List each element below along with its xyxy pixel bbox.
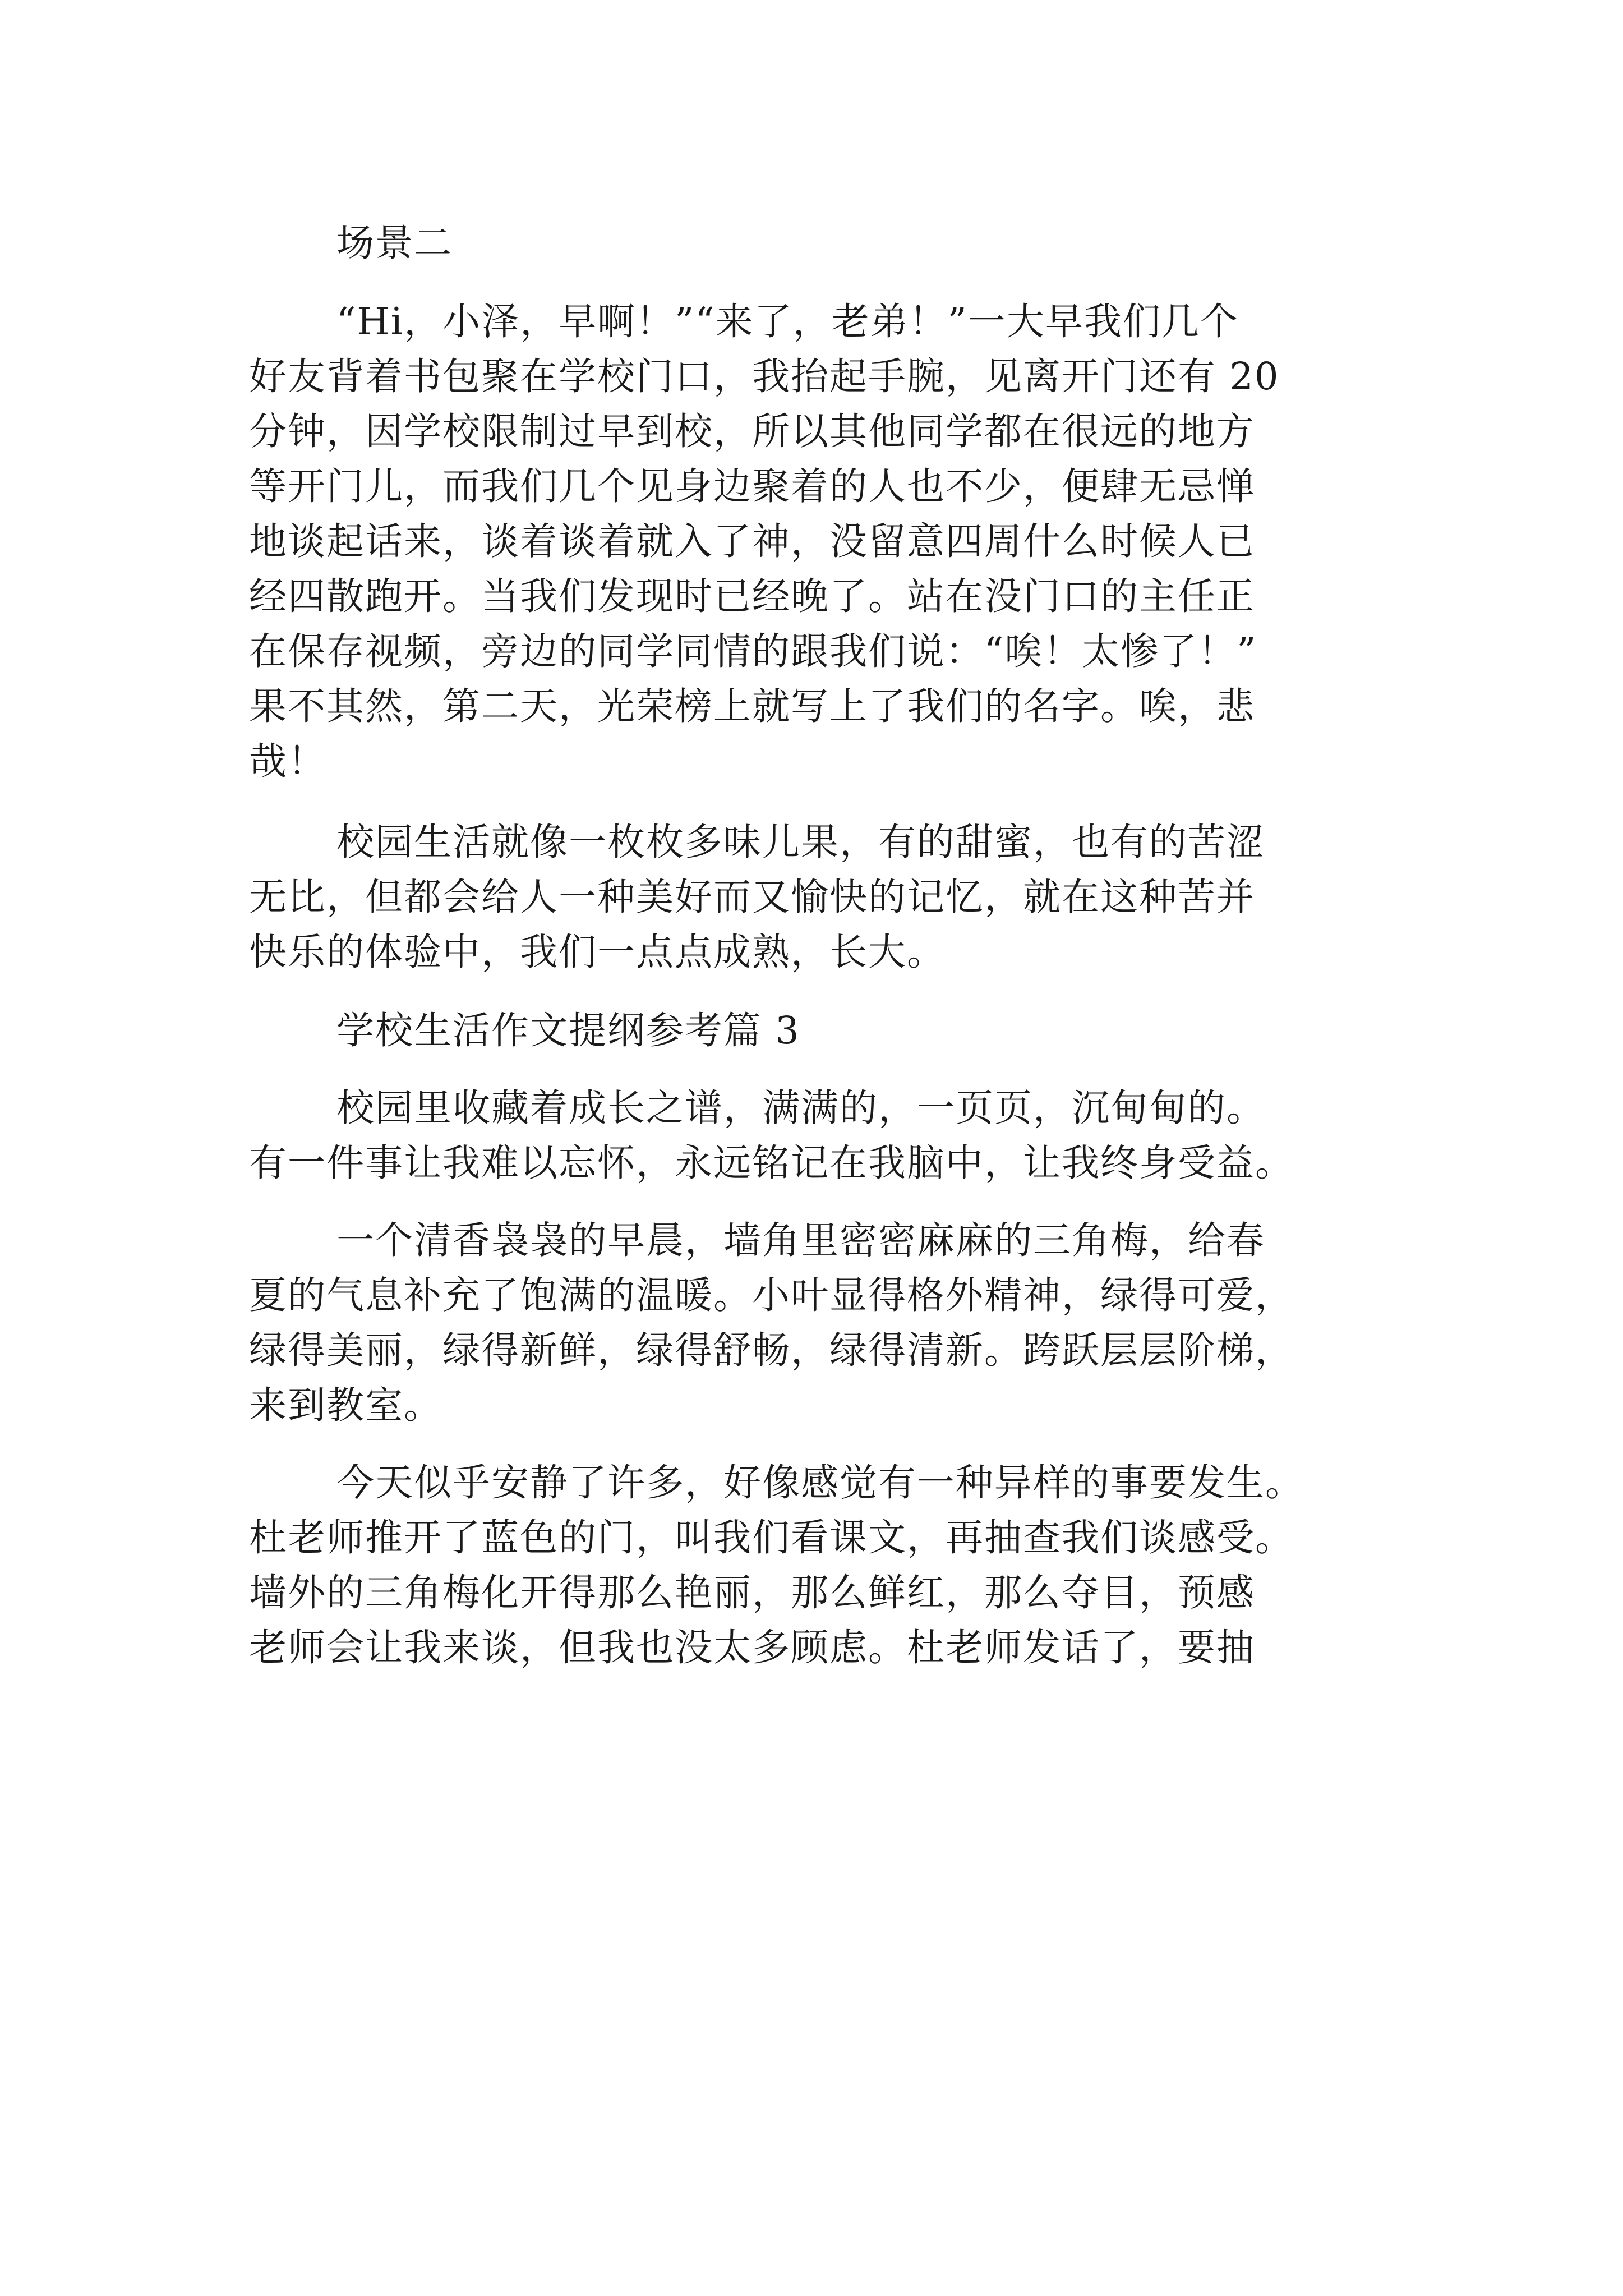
paragraph-line: 来到教室。: [249, 1383, 442, 1427]
paragraph-line: 地谈起话来，谈着谈着就入了神，没留意四周什么时候人已: [249, 519, 1255, 563]
paragraph-line: 在保存视频，旁边的同学同情的跟我们说：“唉！太惨了！”: [249, 629, 1257, 673]
paragraph-line: 哉！: [249, 739, 326, 783]
paragraph-line: 经四散跑开。当我们发现时已经晚了。站在没门口的主任正: [249, 574, 1255, 618]
paragraph-line: 绿得美丽，绿得新鲜，绿得舒畅，绿得清新。跨跃层层阶梯，: [249, 1328, 1294, 1372]
paragraph-line: “Hi，小泽，早啊！”“来了，老弟！”一大早我们几个: [336, 300, 1239, 343]
paragraph-line: 果不其然，第二天，光荣榜上就写上了我们的名字。唉，悲: [249, 684, 1255, 728]
section-heading: 学校生活作文提纲参考篇 3: [336, 1009, 800, 1052]
paragraph-line: 老师会让我来谈，但我也没太多顾虑。杜老师发话了，要抽: [249, 1626, 1255, 1669]
paragraph-line: 杜老师推开了蓝色的门，叫我们看课文，再抽查我们谈感受。: [249, 1516, 1294, 1559]
paragraph-line: 今天似乎安静了许多，好像感觉有一种异样的事要发生。: [336, 1461, 1304, 1504]
paragraph-line: 分钟，因学校限制过早到校，所以其他同学都在很远的地方: [249, 409, 1255, 453]
paragraph-line: 快乐的体验中，我们一点点成熟，长大。: [249, 930, 946, 974]
paragraph-line: 好友背着书包聚在学校门口，我抬起手腕，见离开门还有 20: [249, 355, 1280, 398]
paragraph-line: 墙外的三角梅化开得那么艳丽，那么鲜红，那么夺目，预感: [249, 1571, 1255, 1614]
scene-heading: 场景二: [336, 221, 453, 265]
paragraph-line: 等开门儿，而我们几个见身边聚着的人也不少，便肆无忌惮: [249, 464, 1255, 508]
paragraph-line: 有一件事让我难以忘怀，永远铭记在我脑中，让我终身受益。: [249, 1141, 1294, 1185]
paragraph-line: 无比，但都会给人一种美好而又愉快的记忆，就在这种苦并: [249, 875, 1255, 919]
paragraph-line: 夏的气息补充了饱满的温暖。小叶显得格外精神，绿得可爱，: [249, 1273, 1294, 1317]
paragraph-line: 一个清香袅袅的早晨，墙角里密密麻麻的三角梅，给春: [336, 1218, 1265, 1262]
paragraph-line: 校园里收藏着成长之谱，满满的，一页页，沉甸甸的。: [336, 1086, 1265, 1130]
paragraph-line: 校园生活就像一枚枚多味儿果，有的甜蜜，也有的苦涩: [336, 820, 1265, 864]
